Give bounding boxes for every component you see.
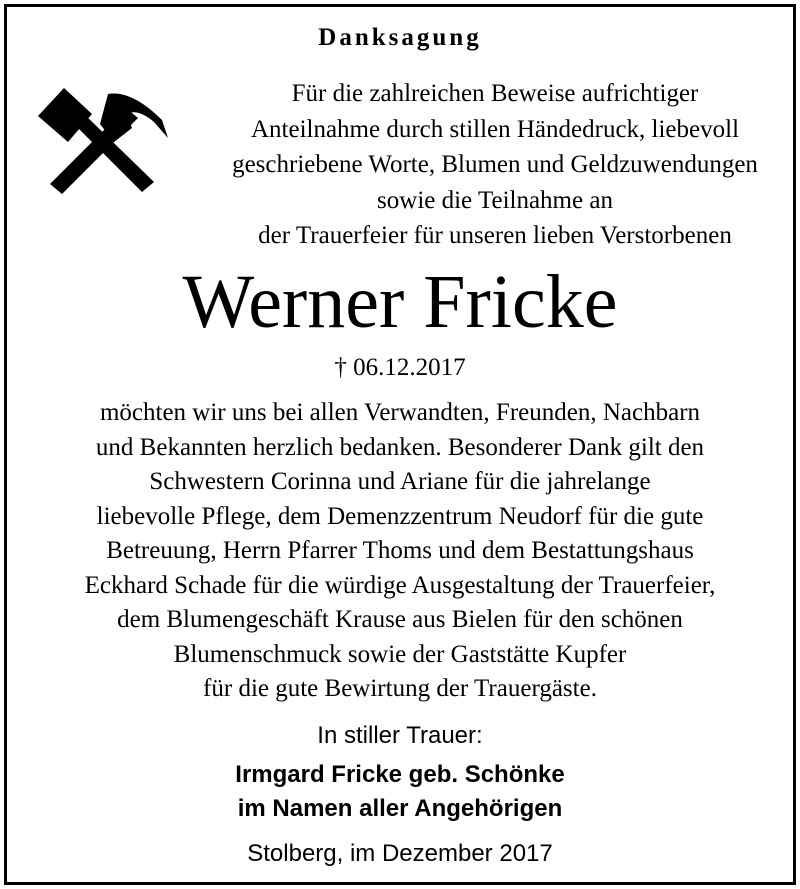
intro-line: Anteilnahme durch stillen Händedruck, liebevoll [250,115,740,143]
intro-line: sowie die Teilnahme an [377,186,613,214]
thanks-text [0,396,800,707]
intro-line: der Trauerfeier für unseren lieben Verstorbenen [258,222,732,249]
death-date: † 06.12.2017 [334,354,466,381]
thanks-line: und Bekannten herzlich bedanken. Besonderer Dank gilt den [95,433,705,461]
mourning-line: In stiller Trauer: [317,722,483,749]
signer-name: Irmgard Fricke geb. Schönke [235,761,565,788]
deceased-name: Werner Fricke [182,260,618,344]
intro-line: Für die zahlreichen Beweise aufrichtiger [291,80,699,107]
intro-line: geschriebene Worte, Blumen und Geldzuwendungen [232,151,758,178]
signer-note: im Namen aller Angehörigen [237,795,563,822]
signers [0,758,800,826]
notice-heading: Danksagung [318,24,482,51]
thanks-line: Betreuung, Herrn Pfarrer Thoms und dem Bestattungshaus [106,537,694,564]
thanks-line: Schwestern Corinna und Ariane für die jahrelange [149,468,651,495]
thanks-line: möchten wir uns bei allen Verwandten, Freunden, Nachbarn [99,399,701,426]
place-date: Stolberg, im Dezember 2017 [247,840,553,867]
thanks-line: Blumenschmuck sowie der Gaststätte Kupfer [173,640,627,668]
intro-text [150,76,800,254]
thanks-line: Eckhard Schade für die würdige Ausgestaltung der Trauerfeier, [84,571,716,599]
thanks-line: für die gute Bewirtung der Trauergäste. [203,675,597,702]
thanks-line: liebevolle Pflege, dem Demenzzentrum Neudorf für die gute [96,502,704,530]
thanks-line: dem Blumengeschäft Krause aus Bielen für den schönen [117,606,683,633]
